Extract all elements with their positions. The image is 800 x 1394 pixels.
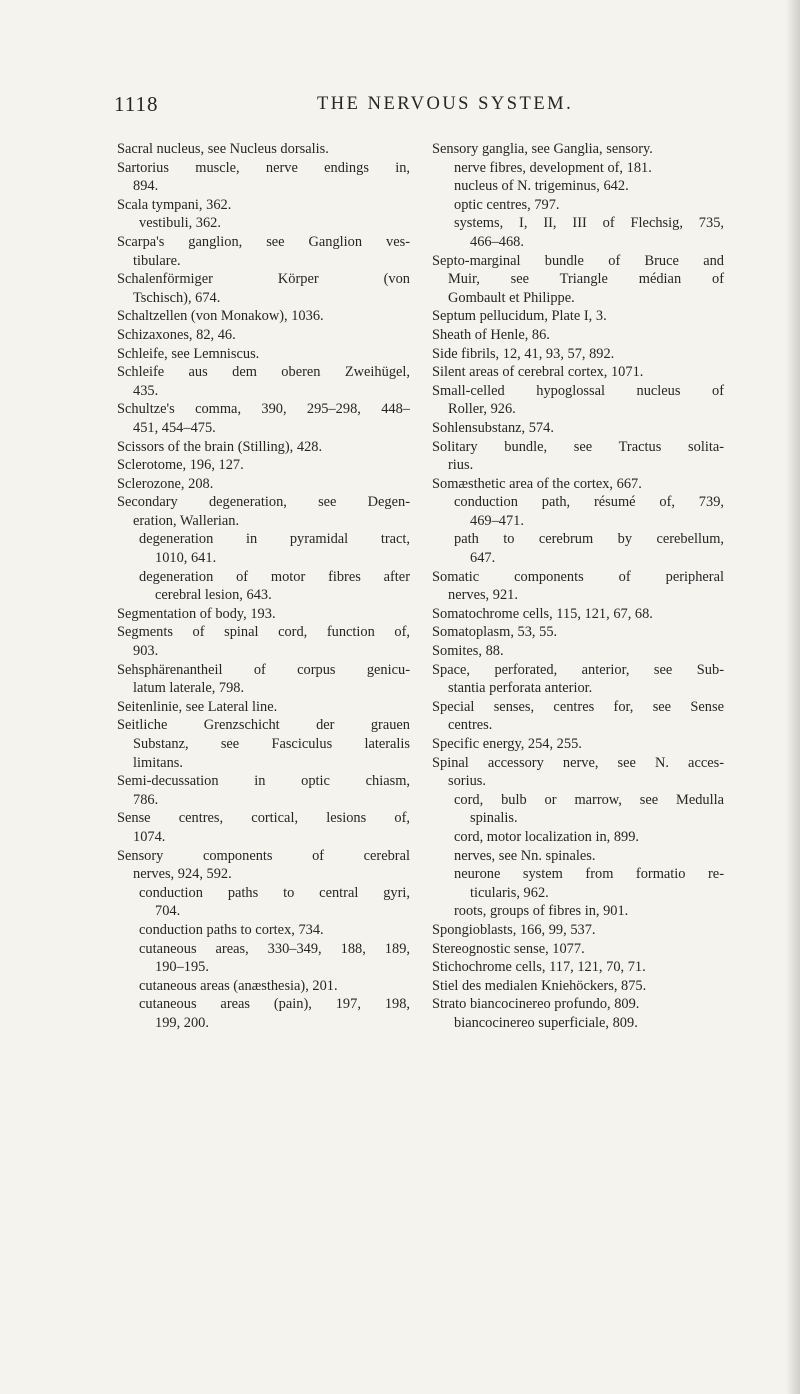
index-entry-line: Substanz, see Fasciculus lateralis — [133, 736, 410, 752]
index-entry — [432, 847, 724, 866]
index-entry-line: Spinal accessory nerve, see N. acces- — [432, 754, 724, 771]
index-entry — [117, 475, 410, 494]
index-entry — [432, 605, 724, 624]
index-entry-line: cord, motor localization in, 899. — [454, 828, 640, 845]
index-entry-line: Gombault et Philippe. — [448, 289, 575, 306]
index-entry-line: Sclerotome, 196, 127. — [117, 457, 244, 474]
index-entry — [117, 698, 410, 717]
index-entry-line: 1010, 641. — [155, 550, 217, 567]
index-entry-line: rius. — [448, 457, 474, 474]
index-entry-line: Seitliche Grenzschicht der grauen — [117, 717, 410, 734]
index-entry-line: Strato biancocinereo profundo, 809. — [432, 996, 640, 1013]
index-entry — [117, 661, 410, 698]
index-column-left — [117, 140, 410, 1033]
index-entry — [432, 661, 724, 698]
index-entry-line: 903. — [133, 643, 159, 660]
index-entry-line: Small-celled hypoglossal nucleus of — [432, 382, 724, 399]
index-entry-line: stantia perforata anterior. — [448, 680, 593, 697]
index-entry-line: Silent areas of cerebral cortex, 1071. — [432, 364, 644, 381]
index-entry-line: Scarpa's ganglion, see Ganglion ves- — [117, 233, 410, 250]
index-entry — [117, 196, 410, 215]
index-entry-line: limitans. — [133, 754, 183, 771]
index-entry — [432, 307, 724, 326]
index-entry-line: Septo-marginal bundle of Bruce and — [432, 252, 724, 269]
index-entry-line: nerves, see Nn. spinales. — [454, 847, 596, 864]
index-entry — [432, 642, 724, 661]
index-entry — [432, 568, 724, 605]
index-entry-line: Sohlensubstanz, 574. — [432, 419, 554, 436]
index-entry-line: spinalis. — [470, 810, 518, 827]
index-entry-line: Stereognostic sense, 1077. — [432, 940, 585, 957]
index-entry-line: Sclerozone, 208. — [117, 475, 214, 492]
index-entry — [117, 159, 410, 196]
index-entry-line: conduction paths to central gyri, — [139, 884, 410, 901]
index-entry-line: Side fibrils, 12, 41, 93, 57, 892. — [432, 345, 615, 362]
index-entry-line: Somatoplasm, 53, 55. — [432, 624, 558, 641]
index-entry-line: Somatic components of peripheral — [432, 568, 724, 585]
index-entry — [432, 530, 724, 567]
index-entry-line: 199, 200. — [155, 1014, 209, 1031]
index-entry — [117, 307, 410, 326]
index-entry — [117, 605, 410, 624]
index-entry-line: Tschisch), 674. — [133, 289, 221, 306]
index-entry-line: eration, Wallerian. — [133, 512, 240, 529]
index-entry-line: 647. — [470, 550, 496, 567]
index-entry — [117, 270, 410, 307]
page-header — [112, 92, 722, 122]
index-entry — [432, 214, 724, 251]
index-entry-line: Spongioblasts, 166, 99, 537. — [432, 921, 596, 938]
index-entry-line: Somæsthetic area of the cortex, 667. — [432, 475, 642, 492]
index-entry-line: vestibuli, 362. — [139, 215, 221, 232]
index-entry — [432, 475, 724, 494]
index-entry-line: centres. — [448, 717, 493, 734]
index-entry — [117, 809, 410, 846]
index-entry-line: systems, I, II, III of Flechsig, 735, — [454, 215, 724, 232]
index-entry — [432, 196, 724, 215]
index-entry-line: Segments of spinal cord, function of, — [117, 624, 410, 641]
index-entry-line: cord, bulb or marrow, see Medulla — [454, 791, 724, 808]
index-entry — [117, 847, 410, 884]
index-entry-line: Seitenlinie, see Lateral line. — [117, 698, 278, 715]
index-entry-line: Sensory components of cerebral — [117, 847, 410, 864]
index-entry-line: 451, 454–475. — [133, 419, 216, 436]
index-entry — [117, 921, 410, 940]
index-entry-line: 435. — [133, 382, 159, 399]
index-entry — [432, 345, 724, 364]
index-entry-line: cerebral lesion, 643. — [155, 587, 272, 604]
index-entry — [432, 902, 724, 921]
index-entry — [117, 977, 410, 996]
index-entry-line: nerve fibres, development of, 181. — [454, 159, 652, 176]
index-entry-line: Roller, 926. — [448, 401, 516, 418]
index-column-right — [432, 140, 724, 1033]
index-entry-line: Somatochrome cells, 115, 121, 67, 68. — [432, 605, 653, 622]
index-entry-line: path to cerebrum by cerebellum, — [454, 531, 724, 548]
index-entry-line: Space, perforated, anterior, see Sub- — [432, 661, 724, 678]
page-edge-shadow — [786, 0, 800, 1394]
index-entry-line: Solitary bundle, see Tractus solita- — [432, 438, 724, 455]
index-entry — [117, 716, 410, 772]
index-entry-line: optic centres, 797. — [454, 196, 560, 213]
index-entry-line: Sartorius muscle, nerve endings in, — [117, 159, 410, 176]
index-entry-line: degeneration in pyramidal tract, — [139, 531, 410, 548]
index-entry — [432, 977, 724, 996]
index-entry-line: conduction paths to cortex, 734. — [139, 921, 324, 938]
index-entry — [117, 400, 410, 437]
index-entry-line: cutaneous areas, 330–349, 188, 189, — [139, 940, 410, 957]
index-entry — [432, 940, 724, 959]
index-entry — [432, 382, 724, 419]
index-entry-line: Scala tympani, 362. — [117, 196, 232, 213]
index-entry-line: Sensory ganglia, see Ganglia, sensory. — [432, 141, 653, 157]
index-entry — [432, 326, 724, 345]
index-entry — [432, 995, 724, 1014]
index-entry — [117, 772, 410, 809]
index-entry-line: Somites, 88. — [432, 643, 504, 660]
index-entry-line: neurone system from formatio re- — [454, 866, 724, 883]
index-entry — [432, 921, 724, 940]
index-entry-line: Stiel des medialen Kniehöckers, 875. — [432, 977, 647, 994]
index-entry — [432, 177, 724, 196]
index-entry — [432, 698, 724, 735]
page-number: 1118 — [114, 92, 159, 116]
index-entry-line: biancocinereo superficiale, 809. — [454, 1014, 638, 1031]
index-entry-line: cutaneous areas (pain), 197, 198, — [139, 996, 410, 1013]
index-entry-line: Sheath of Henle, 86. — [432, 326, 550, 343]
index-entry — [117, 493, 410, 530]
index-entry — [117, 568, 410, 605]
index-entry — [117, 438, 410, 457]
index-entry-line: Special senses, centres for, see Sense — [432, 698, 724, 715]
index-entry — [117, 530, 410, 567]
index-entry — [117, 214, 410, 233]
index-entry — [432, 159, 724, 178]
index-entry — [117, 233, 410, 270]
index-entry-line: Stichochrome cells, 117, 121, 70, 71. — [432, 959, 646, 976]
index-entry-line: Sehsphärenantheil of corpus genicu- — [117, 661, 410, 678]
index-entry-line: Schizaxones, 82, 46. — [117, 326, 236, 343]
index-entry-line: tibulare. — [133, 252, 181, 269]
index-entry — [432, 1014, 724, 1033]
index-entry — [432, 828, 724, 847]
index-entry-line: Sacral nucleus, see Nucleus dorsalis. — [117, 141, 329, 157]
index-entry — [117, 363, 410, 400]
index-entry — [432, 865, 724, 902]
index-entry-line: 786. — [133, 791, 159, 808]
index-entry-line: 1074. — [133, 828, 166, 845]
index-entry-line: latum laterale, 798. — [133, 680, 245, 697]
index-entry-line: Schalenförmiger Körper (von — [117, 271, 410, 288]
index-entry — [117, 623, 410, 660]
index-entry — [432, 958, 724, 977]
index-entry — [432, 419, 724, 438]
index-entry — [432, 140, 724, 159]
index-entry — [432, 252, 724, 308]
index-entry — [432, 493, 724, 530]
index-entry-line: Semi-decussation in optic chiasm, — [117, 773, 410, 790]
index-entry-line: cutaneous areas (anæsthesia), 201. — [139, 977, 338, 994]
running-head: THE NERVOUS SYSTEM. — [317, 94, 574, 114]
index-entry — [432, 791, 724, 828]
index-entry-line: Schleife aus dem oberen Zweihügel, — [117, 364, 410, 381]
index-entry-line: Segmentation of body, 193. — [117, 605, 276, 622]
index-entry-line: sorius. — [448, 773, 486, 790]
index-entry — [117, 326, 410, 345]
index-entry-line: nucleus of N. trigeminus, 642. — [454, 178, 629, 195]
index-entry-line: 704. — [155, 903, 181, 920]
index-entry-line: roots, groups of fibres in, 901. — [454, 903, 629, 920]
index-entry-line: Scissors of the brain (Stilling), 428. — [117, 438, 323, 455]
index-entry — [117, 940, 410, 977]
index-entry-line: Septum pellucidum, Plate I, 3. — [432, 308, 607, 325]
index-entry-line: conduction path, résumé of, 739, — [454, 494, 724, 511]
index-entry-line: Secondary degeneration, see Degen- — [117, 494, 410, 511]
index-entry — [117, 140, 410, 159]
index-entry — [432, 735, 724, 754]
index-entry-line: nerves, 924, 592. — [133, 866, 232, 883]
index-entry-line: Schultze's comma, 390, 295–298, 448– — [117, 401, 410, 418]
index-entry-line: 469–471. — [470, 512, 524, 529]
index-entry-line: Schaltzellen (von Monakow), 1036. — [117, 308, 324, 325]
index-entry — [117, 884, 410, 921]
index-entry — [432, 623, 724, 642]
index-entry-line: 466–468. — [470, 233, 524, 250]
index-entry — [432, 363, 724, 382]
index-entry-line: Sense centres, cortical, lesions of, — [117, 810, 410, 827]
index-entry-line: nerves, 921. — [448, 587, 518, 604]
index-entry-line: Muir, see Triangle médian of — [448, 271, 724, 288]
index-entry — [432, 754, 724, 791]
index-entry-line: Schleife, see Lemniscus. — [117, 345, 260, 362]
index-entry-line: 894. — [133, 178, 159, 195]
index-entry — [117, 995, 410, 1032]
index-entry — [117, 345, 410, 364]
index-entry-line: 190–195. — [155, 959, 209, 976]
index-entry-line: ticularis, 962. — [470, 884, 549, 901]
index-entry-line: Specific energy, 254, 255. — [432, 736, 582, 752]
index-entry-line: degeneration of motor fibres after — [139, 568, 410, 585]
index-entry — [117, 456, 410, 475]
index-entry — [432, 438, 724, 475]
